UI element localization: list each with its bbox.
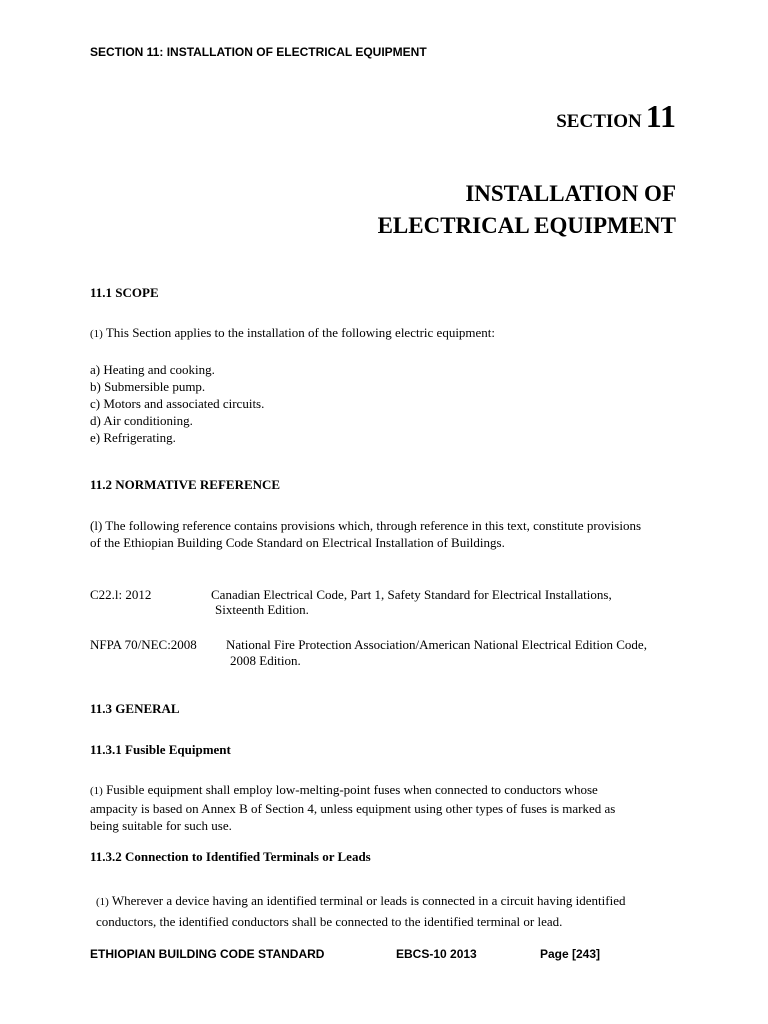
clause-number: (1) [90, 328, 103, 340]
page-number: Page [243] [540, 947, 601, 961]
scope-list [90, 361, 264, 446]
reference-desc-line1: National Fire Protection Association/American National Electrical Edition Code, [226, 637, 647, 652]
clause-number: (1) [90, 785, 103, 797]
list-item: d) Air conditioning. [90, 413, 193, 428]
heading-11-3-1: 11.3.1 Fusible Equipment [90, 742, 231, 757]
list-item: b) Submersible pump. [90, 379, 206, 394]
clause-line: (l) The following reference contains provisions which, through reference in this text, constitute provisions [90, 518, 642, 533]
clause-line: being suitable for such use. [90, 818, 232, 833]
list-item: a) Heating and cooking. [90, 362, 215, 377]
section-label [556, 98, 676, 135]
clause-line: conductors, the identified conductors shall be connected to the identified terminal or lead. [96, 914, 563, 929]
reference-desc-line1: Canadian Electrical Code, Part 1, Safety Standard for Electrical Installations, [211, 587, 612, 602]
heading-11-2: 11.2 NORMATIVE REFERENCE [90, 477, 281, 492]
terminal-clause [96, 891, 626, 932]
running-header: SECTION 11: INSTALLATION OF ELECTRICAL EQUIPMENT [90, 45, 427, 59]
footer-standard: ETHIOPIAN BUILDING CODE STANDARD [90, 947, 325, 961]
reference-code: NFPA 70/NEC:2008 [90, 637, 197, 652]
scope-clause [90, 324, 495, 343]
list-item: e) Refrigerating. [90, 430, 176, 445]
section-title-line2: ELECTRICAL EQUIPMENT [377, 213, 676, 238]
clause-text: This Section applies to the installation of the following electric equipment: [102, 325, 496, 340]
fusible-clause [90, 781, 615, 834]
reference-code: C22.l: 2012 [90, 587, 152, 602]
list-item: c) Motors and associated circuits. [90, 396, 265, 411]
section-title [378, 178, 676, 242]
clause-number: (1) [96, 896, 109, 908]
clause-line: (1) Wherever a device having an identified terminal or leads is connected in a circuit having identified [96, 893, 626, 908]
reference-desc-line2: 2008 Edition. [230, 653, 301, 668]
clause-line: ampacity is based on Annex B of Section 4, unless equipment using other types of fuses is marked as [90, 801, 616, 816]
heading-11-3: 11.3 GENERAL [90, 701, 180, 716]
footer-code: EBCS-10 2013 [396, 947, 477, 961]
section-number: 11 [645, 98, 676, 134]
heading-11-1: 11.1 SCOPE [90, 285, 159, 300]
section-title-line1: INSTALLATION OF [465, 181, 676, 206]
section-word: SECTION [556, 111, 642, 132]
reference-clause [90, 517, 641, 551]
clause-line: (1) Fusible equipment shall employ low-melting-point fuses when connected to conductors whose [90, 782, 598, 797]
heading-11-3-2: 11.3.2 Connection to Identified Terminals or Leads [90, 849, 371, 864]
reference-desc-line2: Sixteenth Edition. [215, 602, 309, 617]
clause-line: of the Ethiopian Building Code Standard on Electrical Installation of Buildings. [90, 535, 505, 550]
